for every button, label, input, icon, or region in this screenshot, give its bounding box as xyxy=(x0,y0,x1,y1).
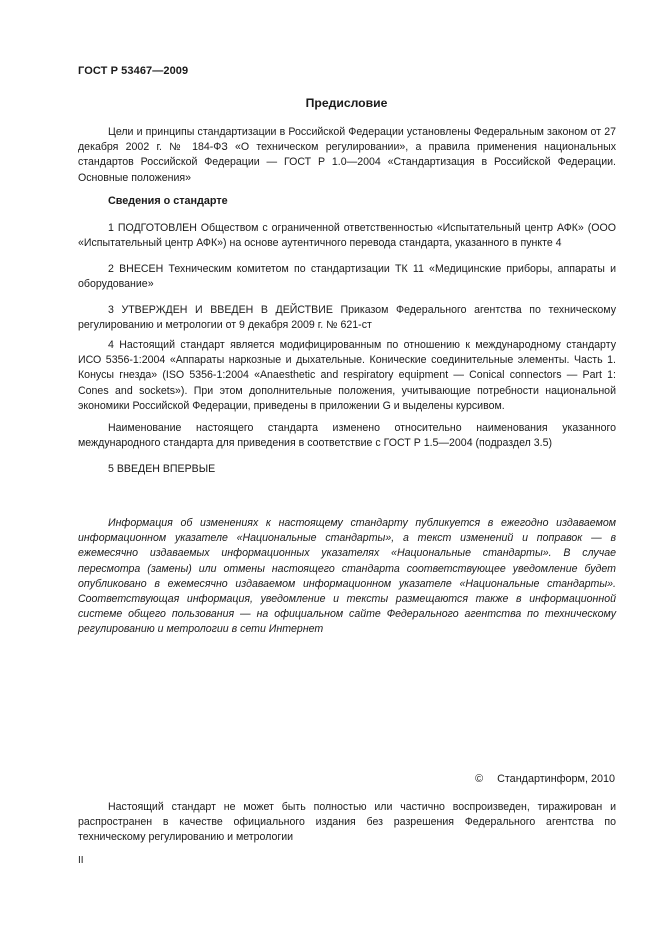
intro-paragraph: Цели и принципы стандартизации в Российской Федерации установлены Федеральным законом от 27 декабря 2002 г. № 184-ФЗ «О техническом регулировании», а правила применения национальных стандартов Российской Федерации — ГОСТ Р 1.0—2004 «Стандартизация в Российской Федерации. Основные положения» xyxy=(78,126,616,184)
item-2: 2 ВНЕСЕН Техническим комитетом по стандартизации ТК 11 «Медицинские приборы, аппараты и оборудование» xyxy=(78,263,616,291)
standard-code: ГОСТ Р 53467—2009 xyxy=(78,65,189,77)
item-4-note: Наименование настоящего стандарта изменено относительно наименования указанного международного стандарта для приведения в соответствие с ГОСТ Р 1.5—2004 (подраздел 3.5) xyxy=(78,422,616,450)
info-heading: Сведения о стандарте xyxy=(108,195,228,207)
item-1: 1 ПОДГОТОВЛЕН Обществом с ограниченной ответственностью «Испытательный центр АФК» (ООО «Испытательный центр АФК») на основе аутентичного перевода стандарта, указанного в пункте 4 xyxy=(78,222,616,250)
reproduction-notice: Настоящий стандарт не может быть полностью или частично воспроизведен, тиражирован и распространен в качестве официального издания без разрешения Федерального агентства по техническому регулированию и метрологии xyxy=(78,801,616,844)
info-notice: Информация об изменениях к настоящему стандарту публикуется в ежегодно издаваемом информационном указателе «Национальные стандарты», а текст изменений и поправок — в ежемесячно издаваемых информационных указателях «Национальные стандарты». В случае пересмотра (замены) или отмены настоящего стандарта соответствующее уведомление будет опубликовано в ежемесячно издаваемом информационном указателе «Национальные стандарты». Соответствующая информация, уведомление и тексты размещаются также в информационной системе общего пользования — на официальном сайте Федерального агентства по техническому регулированию и метрологии в сети Интернет xyxy=(78,517,616,636)
copyright-holder: Стандартинформ, 2010 xyxy=(497,773,615,785)
page-number: II xyxy=(78,855,84,866)
item-5: 5 ВВЕДЕН ВПЕРВЫЕ xyxy=(108,463,216,475)
copyright-symbol: © xyxy=(475,773,484,785)
copyright xyxy=(475,772,615,787)
item-4: 4 Настоящий стандарт является модифицированным по отношению к международному стандарту ИСО 5356-1:2004 «Аппараты наркозные и дыхательные. Конические соединительные элементы. Часть 1. Конусы гнезда» (ISO 5356-1:2004 «Anaesthetic and respiratory equipment — Conical connectors — Part 1: Cones and sockets»). При этом дополнительные положения, учитывающие потребности национальной экономики Российской Федерации, приведены в приложении G и выделены курсивом. xyxy=(78,339,616,412)
item-3: 3 УТВЕРЖДЕН И ВВЕДЕН В ДЕЙСТВИЕ Приказом Федерального агентства по техническому регулированию и метрологии от 9 декабря 2009 г. № 621-ст xyxy=(78,304,616,332)
page-title: Предисловие xyxy=(305,96,388,110)
